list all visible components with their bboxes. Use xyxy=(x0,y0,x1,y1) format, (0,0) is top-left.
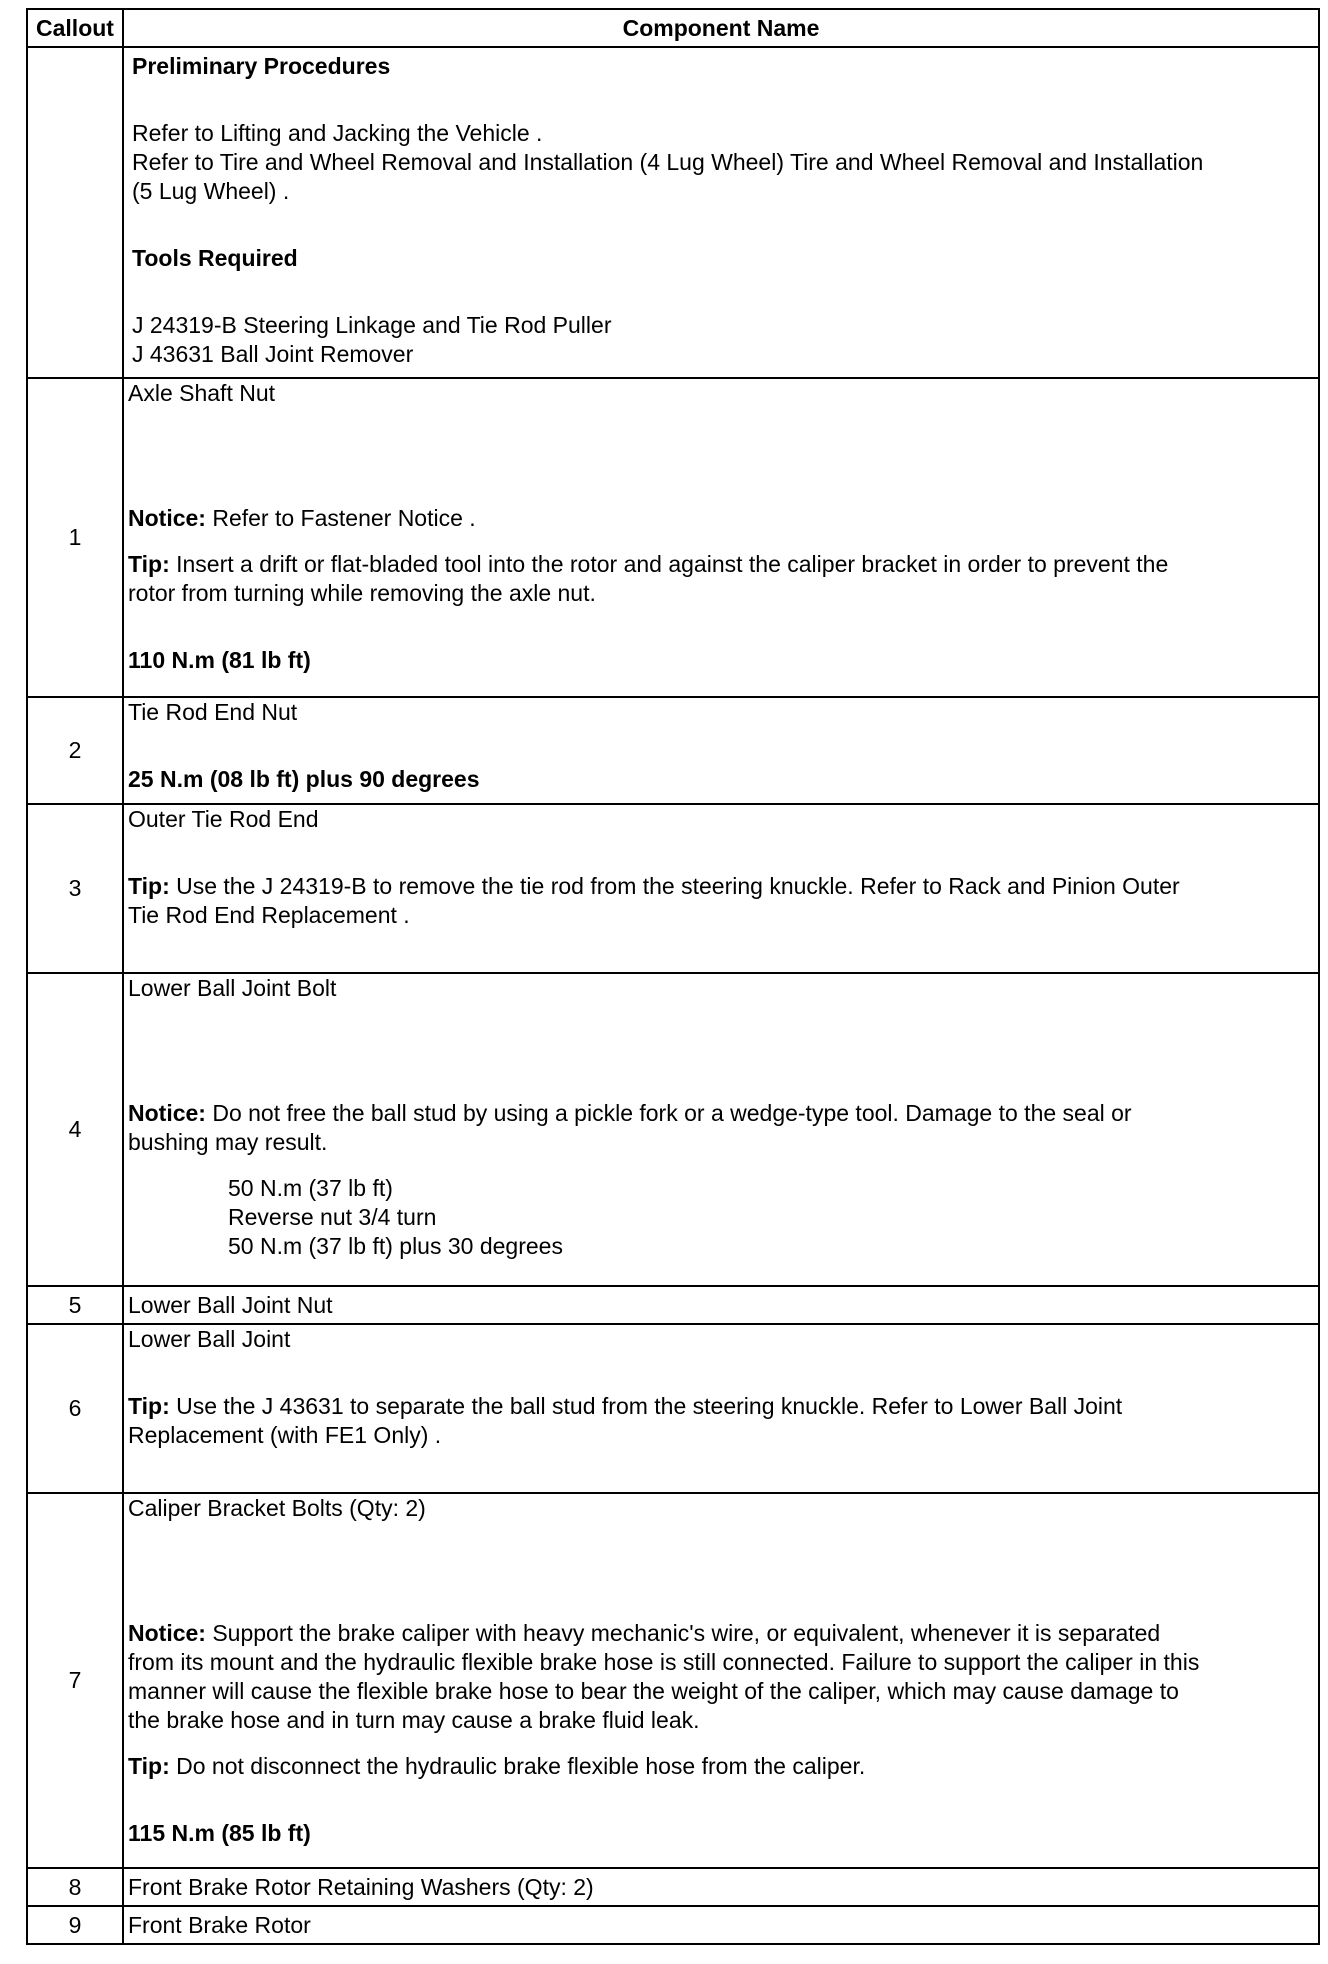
notice-text xyxy=(128,1099,1318,1128)
component-name: Front Brake Rotor Retaining Washers (Qty: 2) xyxy=(128,1873,594,1900)
table-row-2 xyxy=(27,697,1319,804)
component-name: Lower Ball Joint Bolt xyxy=(128,975,337,1001)
table-header-row xyxy=(27,9,1319,47)
notice-text xyxy=(128,504,1318,533)
tip-label: Tip: xyxy=(128,873,170,899)
tip-text xyxy=(128,1392,1318,1421)
preliminary-row xyxy=(27,47,1319,378)
torque-step-2: Reverse nut 3/4 turn xyxy=(228,1204,437,1230)
component-name: Axle Shaft Nut xyxy=(128,380,276,406)
component-cell xyxy=(123,973,1319,1286)
spacer xyxy=(128,1781,1318,1819)
component-name: Tie Rod End Nut xyxy=(128,699,298,725)
preliminary-line-1: Refer to Lifting and Jacking the Vehicle . xyxy=(132,120,543,146)
tip-body-2: Tie Rod End Replacement . xyxy=(128,902,410,928)
component-name: Lower Ball Joint Nut xyxy=(128,1291,333,1318)
spacer xyxy=(128,408,1318,504)
preliminary-line-2: Refer to Tire and Wheel Removal and Installation (4 Lug Wheel) Tire and Wheel Removal and Installation xyxy=(132,149,1204,175)
tip-body-2: Replacement (with FE1 Only) . xyxy=(128,1422,442,1448)
tools-heading: Tools Required xyxy=(132,245,298,271)
component-name: Lower Ball Joint xyxy=(128,1326,291,1352)
notice-body-4: the brake hose and in turn may cause a brake fluid leak. xyxy=(128,1707,700,1733)
spacer xyxy=(128,1523,1318,1619)
notice-body: Refer to Fastener Notice . xyxy=(205,505,476,531)
spacer xyxy=(132,206,1318,244)
tool-1: J 24319-B Steering Linkage and Tie Rod Puller xyxy=(132,312,612,338)
table-row-1 xyxy=(27,378,1319,697)
table-row-5 xyxy=(27,1286,1319,1324)
callout-number: 1 xyxy=(27,378,123,697)
preliminary-callout-cell xyxy=(27,47,123,378)
callout-number: 8 xyxy=(27,1868,123,1906)
callout-number: 4 xyxy=(27,973,123,1286)
component-cell xyxy=(123,378,1319,697)
spacer xyxy=(132,273,1318,311)
tip-text xyxy=(128,1752,1318,1781)
torque-spec: 25 N.m (08 lb ft) plus 90 degrees xyxy=(128,766,480,792)
tip-text xyxy=(128,550,1318,579)
spacer xyxy=(128,1354,1318,1392)
torque-step-3: 50 N.m (37 lb ft) plus 30 degrees xyxy=(228,1233,563,1259)
tip-label: Tip: xyxy=(128,1753,170,1779)
callout-header: Callout xyxy=(27,9,123,47)
spacer xyxy=(128,1003,1318,1099)
notice-label: Notice: xyxy=(128,505,206,531)
component-cell xyxy=(123,1906,1319,1944)
spacer xyxy=(128,834,1318,872)
component-name-header: Component Name xyxy=(123,9,1319,47)
table-row-6 xyxy=(27,1324,1319,1493)
callout-number: 5 xyxy=(27,1286,123,1324)
tip-body-1: Insert a drift or flat-bladed tool into the rotor and against the caliper bracket in order to prevent the xyxy=(169,551,1169,577)
component-cell xyxy=(123,697,1319,804)
callout-number: 6 xyxy=(27,1324,123,1493)
component-name: Front Brake Rotor xyxy=(128,1911,311,1938)
tip-body: Do not disconnect the hydraulic brake flexible hose from the caliper. xyxy=(169,1753,866,1779)
callout-number: 2 xyxy=(27,697,123,804)
torque-spec: 115 N.m (85 lb ft) xyxy=(128,1820,311,1846)
spacer xyxy=(132,81,1318,119)
notice-body-1: Support the brake caliper with heavy mechanic's wire, or equivalent, whenever it is separated xyxy=(205,1620,1161,1646)
notice-body-2: bushing may result. xyxy=(128,1129,328,1155)
notice-label: Notice: xyxy=(128,1100,206,1126)
spacer xyxy=(128,727,1318,765)
callout-number: 7 xyxy=(27,1493,123,1868)
spacer xyxy=(128,533,1318,550)
component-cell xyxy=(123,1324,1319,1493)
component-cell xyxy=(123,1493,1319,1868)
tip-body-1: Use the J 43631 to separate the ball stud from the steering knuckle. Refer to Lower Ball Joint xyxy=(169,1393,1123,1419)
tip-label: Tip: xyxy=(128,1393,170,1419)
spacer xyxy=(128,1735,1318,1752)
table-row-9 xyxy=(27,1906,1319,1944)
tool-2: J 43631 Ball Joint Remover xyxy=(132,341,414,367)
preliminary-heading: Preliminary Procedures xyxy=(132,53,391,79)
component-name: Outer Tie Rod End xyxy=(128,806,319,832)
table-row-7 xyxy=(27,1493,1319,1868)
spacer xyxy=(128,1157,1318,1174)
callout-number: 3 xyxy=(27,804,123,973)
component-name: Caliper Bracket Bolts (Qty: 2) xyxy=(128,1495,426,1521)
preliminary-cell xyxy=(123,47,1319,378)
spacer xyxy=(128,608,1318,646)
notice-body-1: Do not free the ball stud by using a pickle fork or a wedge-type tool. Damage to the seal or xyxy=(205,1100,1132,1126)
tip-body-2: rotor from turning while removing the axle nut. xyxy=(128,580,596,606)
torque-spec: 110 N.m (81 lb ft) xyxy=(128,647,311,673)
component-cell xyxy=(123,1286,1319,1324)
table-row-3 xyxy=(27,804,1319,973)
table-row-4 xyxy=(27,973,1319,1286)
tip-body-1: Use the J 24319-B to remove the tie rod from the steering knuckle. Refer to Rack and Pinion Outer xyxy=(169,873,1180,899)
callout-number: 9 xyxy=(27,1906,123,1944)
component-cell xyxy=(123,1868,1319,1906)
component-table xyxy=(26,8,1320,1945)
component-cell xyxy=(123,804,1319,973)
notice-label: Notice: xyxy=(128,1620,206,1646)
torque-step-1: 50 N.m (37 lb ft) xyxy=(228,1175,393,1201)
notice-text xyxy=(128,1619,1318,1648)
table-row-8 xyxy=(27,1868,1319,1906)
notice-body-2: from its mount and the hydraulic flexible brake hose is still connected. Failure to support the caliper in this xyxy=(128,1649,1200,1675)
tip-text xyxy=(128,872,1318,901)
component-table-sheet xyxy=(26,8,1318,1945)
notice-body-3: manner will cause the flexible brake hose to bear the weight of the caliper, which may cause damage to xyxy=(128,1678,1179,1704)
tip-label: Tip: xyxy=(128,551,170,577)
preliminary-line-3: (5 Lug Wheel) . xyxy=(132,178,290,204)
